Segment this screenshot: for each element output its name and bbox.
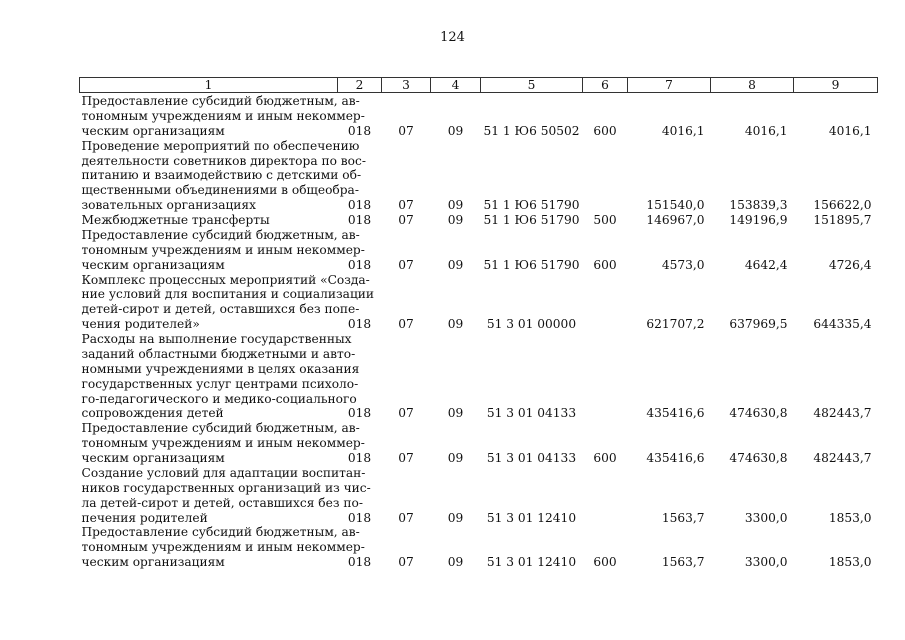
cell-col-9: 4016,1 bbox=[828, 123, 872, 138]
cell-col-8: 474630,8 bbox=[729, 406, 788, 421]
description-line: Комплекс процессных мероприятий «Созда- bbox=[81, 272, 370, 287]
cell-col-9: 1853,0 bbox=[828, 510, 872, 525]
cell-col-5: 51 3 01 04133 bbox=[486, 406, 577, 421]
description-line: сопровождения детей bbox=[81, 406, 224, 421]
table-row bbox=[80, 213, 878, 228]
cell-col-6: 600 bbox=[593, 123, 617, 138]
col-header: 7 bbox=[628, 78, 711, 93]
cell-col-2: 018 bbox=[347, 123, 372, 138]
description-line: Расходы на выполнение государственных bbox=[81, 332, 352, 346]
budget-table bbox=[79, 77, 878, 570]
cell-col-4: 09 bbox=[447, 198, 464, 213]
cell-col-7: 146967,0 bbox=[646, 213, 705, 227]
description-line: ческим организациям bbox=[81, 257, 225, 272]
description-line: Создание условий для адаптации воспитан- bbox=[81, 465, 366, 480]
cell-col-3: 07 bbox=[398, 406, 414, 421]
cell-col-7: 621707,2 bbox=[646, 317, 705, 332]
cell-col-8: 637969,5 bbox=[729, 317, 788, 332]
cell-col-4: 09 bbox=[447, 123, 464, 138]
cell-col-5: 51 3 01 12410 bbox=[486, 555, 577, 570]
col-header: 5 bbox=[481, 78, 583, 93]
cell-col-3: 07 bbox=[398, 317, 414, 332]
col-header: 4 bbox=[431, 78, 481, 93]
table-row bbox=[80, 139, 878, 213]
table-row bbox=[80, 228, 878, 273]
cell-col-5: 51 3 01 04133 bbox=[486, 451, 577, 465]
table-row bbox=[80, 466, 878, 526]
description-line: Предоставление субсидий бюджетным, ав- bbox=[81, 94, 360, 108]
col-header: 6 bbox=[583, 78, 628, 93]
col-header: 1 bbox=[80, 78, 338, 93]
col-header: 2 bbox=[338, 78, 382, 93]
col-header: 9 bbox=[794, 78, 878, 93]
cell-col-6 bbox=[583, 466, 628, 526]
cell-col-9: 4726,4 bbox=[828, 257, 872, 272]
cell-col-8: 3300,0 bbox=[744, 555, 788, 570]
cell-col-5: 51 1 Ю6 50502 bbox=[483, 123, 580, 138]
description-line: заданий областными бюджетными и авто- bbox=[81, 346, 356, 361]
cell-col-5: 51 1 Ю6 51790 bbox=[483, 213, 580, 227]
col-header: 8 bbox=[711, 78, 794, 93]
table-row bbox=[80, 525, 878, 570]
cell-col-9: 644335,4 bbox=[813, 317, 872, 332]
description-line: Предоставление субсидий бюджетным, ав- bbox=[81, 421, 360, 436]
description-line: деятельности советников директора по вос- bbox=[81, 153, 366, 168]
description-line: щественными объединениями в общеобра- bbox=[81, 183, 359, 198]
description-line: тономным учреждениям и иным некоммер- bbox=[81, 108, 365, 123]
table-row bbox=[80, 93, 878, 139]
cell-col-5: 51 1 Ю6 51790 bbox=[483, 198, 580, 213]
description-line: детей-сирот и детей, оставшихся без попе- bbox=[81, 302, 360, 317]
cell-col-7: 435416,6 bbox=[646, 406, 705, 421]
description-line: номными учреждениями в целях оказания bbox=[81, 361, 360, 376]
description-line: ла детей-сирот и детей, оставшихся без по- bbox=[81, 495, 363, 510]
cell-col-3: 07 bbox=[398, 257, 414, 272]
cell-col-3: 07 bbox=[398, 555, 414, 570]
description-line: печения родителей bbox=[81, 510, 208, 525]
row-description bbox=[80, 213, 338, 228]
description-line: тономным учреждениям и иным некоммер- bbox=[81, 436, 365, 451]
cell-col-6: 600 bbox=[593, 257, 617, 272]
cell-col-6: 600 bbox=[593, 451, 617, 465]
cell-col-9: 151895,7 bbox=[813, 213, 872, 227]
cell-col-2: 018 bbox=[347, 317, 372, 332]
cell-col-6: 600 bbox=[593, 555, 617, 570]
cell-col-4: 09 bbox=[447, 451, 464, 465]
cell-col-7: 1563,7 bbox=[661, 510, 705, 525]
cell-col-2: 018 bbox=[347, 198, 372, 213]
cell-col-2: 018 bbox=[347, 406, 372, 421]
cell-col-4: 09 bbox=[447, 213, 464, 227]
cell-col-6: 500 bbox=[593, 213, 617, 227]
description-line: чения родителей» bbox=[81, 317, 200, 332]
cell-col-4: 09 bbox=[447, 317, 464, 332]
cell-col-7: 151540,0 bbox=[646, 198, 705, 213]
cell-col-5: 51 1 Ю6 51790 bbox=[483, 257, 580, 272]
cell-col-4: 09 bbox=[447, 555, 464, 570]
cell-col-7: 435416,6 bbox=[646, 451, 705, 465]
description-line: питанию и взаимодействию с детскими об- bbox=[81, 168, 362, 183]
cell-col-3: 07 bbox=[398, 510, 414, 525]
description-line: ческим организациям bbox=[81, 451, 225, 465]
cell-col-7: 1563,7 bbox=[661, 555, 705, 570]
cell-col-8: 4016,1 bbox=[744, 123, 788, 138]
cell-col-8: 4642,4 bbox=[744, 257, 788, 272]
cell-col-7: 4016,1 bbox=[661, 123, 705, 138]
description-line: го-педагогического и медико-социального bbox=[81, 391, 357, 406]
cell-col-9: 482443,7 bbox=[813, 451, 872, 465]
cell-col-7: 4573,0 bbox=[661, 257, 705, 272]
cell-col-8: 3300,0 bbox=[744, 510, 788, 525]
cell-col-8: 153839,3 bbox=[729, 198, 788, 213]
description-line: Предоставление субсидий бюджетным, ав- bbox=[81, 525, 360, 540]
description-line: Предоставление субсидий бюджетным, ав- bbox=[81, 227, 360, 242]
table-row bbox=[80, 332, 878, 421]
page-number: 124 bbox=[440, 30, 465, 45]
cell-col-2: 018 bbox=[347, 213, 372, 227]
cell-col-3: 07 bbox=[398, 451, 414, 465]
table-row bbox=[80, 273, 878, 333]
cell-col-2: 018 bbox=[347, 257, 372, 272]
description-line: Межбюджетные трансферты bbox=[81, 213, 270, 227]
description-line: ческим организациям bbox=[81, 123, 225, 138]
table-row bbox=[80, 421, 878, 466]
description-line: ческим организациям bbox=[81, 555, 225, 570]
cell-col-5: 51 3 01 12410 bbox=[486, 510, 577, 525]
cell-col-4: 09 bbox=[447, 257, 464, 272]
cell-col-6 bbox=[583, 332, 628, 421]
cell-col-9: 156622,0 bbox=[813, 198, 872, 213]
cell-col-2: 018 bbox=[347, 451, 372, 465]
cell-col-8: 149196,9 bbox=[729, 213, 788, 227]
cell-col-6 bbox=[583, 139, 628, 213]
description-line: тономным учреждениям и иным некоммер- bbox=[81, 540, 365, 555]
cell-col-4: 09 bbox=[447, 510, 464, 525]
cell-col-5: 51 3 01 00000 bbox=[486, 317, 577, 332]
description-line: ников государственных организаций из чис- bbox=[81, 480, 371, 495]
cell-col-4: 09 bbox=[447, 406, 464, 421]
cell-col-2: 018 bbox=[347, 510, 372, 525]
cell-col-9: 482443,7 bbox=[813, 406, 872, 421]
description-line: зовательных организациях bbox=[81, 198, 256, 213]
cell-col-3: 07 bbox=[398, 198, 414, 213]
cell-col-2: 018 bbox=[347, 555, 372, 570]
description-line: Проведение мероприятий по обеспечению bbox=[81, 138, 360, 153]
cell-col-8: 474630,8 bbox=[729, 451, 788, 465]
cell-col-6 bbox=[583, 273, 628, 333]
description-line: государственных услуг центрами психоло- bbox=[81, 376, 359, 391]
description-line: тономным учреждениям и иным некоммер- bbox=[81, 242, 365, 257]
header-row bbox=[80, 78, 878, 93]
description-line: ние условий для воспитания и социализации bbox=[81, 287, 375, 302]
col-header: 3 bbox=[382, 78, 431, 93]
cell-col-9: 1853,0 bbox=[828, 555, 872, 570]
cell-col-3: 07 bbox=[398, 123, 414, 138]
cell-col-3: 07 bbox=[398, 213, 414, 227]
